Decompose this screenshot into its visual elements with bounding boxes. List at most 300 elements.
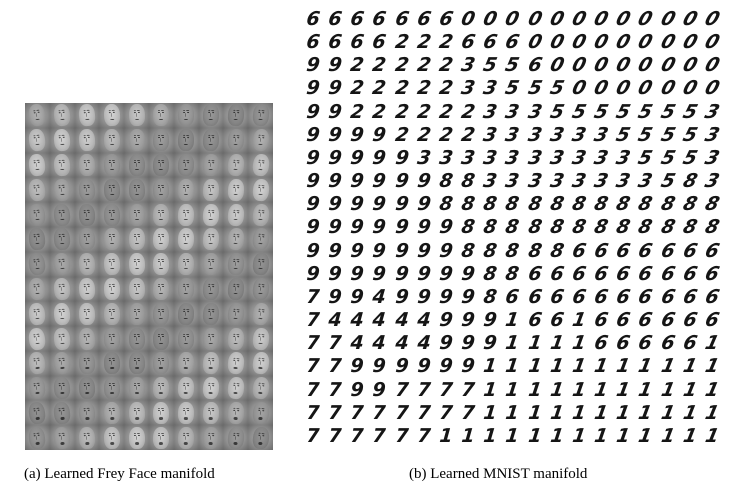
face-tile (223, 227, 248, 252)
mnist-digit: 8 (658, 193, 678, 216)
face-tile (124, 128, 149, 153)
mnist-digit: 6 (548, 309, 566, 332)
mnist-digit: 9 (327, 123, 344, 146)
mnist-digit: 5 (657, 100, 678, 123)
mnist-digit: 1 (504, 401, 521, 424)
mnist-digit: 5 (635, 123, 656, 146)
mnist-digit: 0 (657, 31, 678, 54)
mnist-digit: 5 (525, 77, 544, 100)
mnist-digit: 2 (437, 100, 455, 123)
face-tile (248, 153, 273, 178)
mnist-digit: 9 (327, 170, 344, 193)
face-tile (50, 301, 75, 326)
mnist-digit: 0 (635, 54, 656, 77)
mnist-digit: 1 (570, 424, 588, 447)
mnist-digit: 3 (525, 100, 544, 123)
mnist-digit: 9 (438, 332, 454, 355)
face-tile (174, 351, 199, 376)
mnist-digit: 2 (415, 77, 433, 100)
mnist-digit: 0 (591, 54, 611, 77)
face-tile (174, 177, 199, 202)
mnist-digit: 7 (416, 378, 432, 401)
mnist-digit: 1 (659, 424, 677, 447)
mnist-digit: 7 (416, 401, 432, 424)
mnist-digit: 0 (701, 77, 723, 100)
mnist-digit: 8 (570, 193, 589, 216)
face-tile (99, 252, 124, 277)
mnist-digit: 8 (702, 216, 722, 239)
mnist-digit: 1 (658, 355, 677, 378)
mnist-digit: 1 (636, 401, 655, 424)
face-tile (25, 177, 50, 202)
mnist-digit: 1 (636, 378, 655, 401)
mnist-digit: 1 (702, 332, 722, 355)
mnist-digit: 6 (503, 31, 522, 54)
mnist-digit: 1 (614, 355, 633, 378)
face-tile (99, 227, 124, 252)
mnist-digit: 2 (437, 77, 455, 100)
mnist-digit: 0 (547, 31, 567, 54)
mnist-digit: 5 (547, 77, 567, 100)
mnist-digit: 6 (592, 285, 610, 308)
mnist-digit: 0 (569, 54, 589, 77)
mnist-digit: 6 (680, 332, 699, 355)
mnist-digit: 2 (371, 100, 388, 123)
mnist-digit: 7 (372, 401, 387, 424)
mnist-digit: 9 (460, 332, 477, 355)
mnist-digit: 9 (393, 239, 410, 262)
mnist-digit: 9 (327, 77, 344, 100)
mnist-digit: 8 (614, 193, 633, 216)
mnist-digit: 3 (459, 147, 477, 170)
mnist-digit: 9 (327, 285, 343, 308)
mnist-digit: 8 (503, 193, 522, 216)
face-tile (199, 301, 224, 326)
mnist-digit: 7 (305, 285, 321, 308)
mnist-digit: 9 (482, 309, 499, 332)
mnist-digit: 3 (591, 123, 611, 146)
face-tile (149, 376, 174, 401)
face-tile (223, 103, 248, 128)
face-tile (223, 177, 248, 202)
face-tile (99, 376, 124, 401)
face-tile (174, 277, 199, 302)
face-tile (25, 277, 50, 302)
face-tile (25, 128, 50, 153)
mnist-digit: 3 (503, 100, 522, 123)
mnist-digit: 1 (681, 424, 699, 447)
face-tile (99, 153, 124, 178)
mnist-digit: 8 (592, 193, 611, 216)
caption-frey-face: (a) Learned Frey Face manifold (24, 466, 215, 482)
mnist-digit: 1 (614, 424, 632, 447)
mnist-digit: 9 (415, 239, 432, 262)
face-tile (223, 425, 248, 450)
mnist-digit: 0 (679, 31, 701, 54)
mnist-digit: 2 (415, 54, 433, 77)
mnist-digit: 7 (350, 424, 365, 447)
face-tile (248, 227, 273, 252)
face-tile (199, 376, 224, 401)
mnist-digit: 0 (525, 31, 545, 54)
mnist-digit: 6 (680, 309, 700, 332)
mnist-digit: 9 (371, 123, 388, 146)
mnist-digit: 0 (635, 77, 656, 100)
mnist-digit: 6 (702, 285, 722, 308)
mnist-digit: 1 (526, 355, 543, 378)
mnist-digit: 7 (305, 309, 321, 332)
mnist-digit: 1 (570, 309, 588, 332)
mnist-manifold-grid (302, 8, 723, 448)
mnist-digit: 3 (636, 170, 655, 193)
mnist-digit: 3 (503, 123, 522, 146)
mnist-digit: 9 (393, 170, 410, 193)
mnist-digit: 0 (657, 77, 678, 100)
mnist-digit: 9 (437, 216, 455, 239)
mnist-digit: 9 (327, 216, 343, 239)
mnist-digit: 5 (680, 123, 700, 146)
mnist-digit: 1 (504, 309, 521, 332)
mnist-digit: 5 (658, 123, 678, 146)
face-tile (149, 128, 174, 153)
mnist-digit: 9 (393, 216, 410, 239)
face-tile (75, 326, 100, 351)
mnist-digit: 3 (481, 100, 500, 123)
face-tile (174, 400, 199, 425)
face-tile (50, 153, 75, 178)
mnist-digit: 1 (592, 355, 610, 378)
face-tile (99, 202, 124, 227)
mnist-digit: 1 (548, 401, 565, 424)
mnist-digit: 6 (658, 285, 677, 308)
mnist-digit: 6 (614, 262, 633, 285)
mnist-digit: 3 (459, 77, 478, 100)
mnist-digit: 1 (438, 424, 454, 447)
mnist-digit: 0 (679, 77, 700, 100)
mnist-digit: 7 (394, 401, 410, 424)
face-tile (50, 351, 75, 376)
face-tile (248, 202, 273, 227)
mnist-digit: 3 (591, 147, 611, 170)
face-tile (50, 252, 75, 277)
mnist-digit: 7 (306, 424, 320, 447)
mnist-digit: 9 (327, 239, 343, 262)
mnist-digit: 0 (613, 31, 634, 54)
face-tile (199, 400, 224, 425)
mnist-digit: 4 (416, 332, 432, 355)
face-tile (223, 252, 248, 277)
mnist-digit: 1 (592, 401, 610, 424)
mnist-digit: 9 (305, 100, 321, 123)
mnist-digit: 8 (702, 193, 722, 216)
mnist-digit: 8 (482, 216, 499, 239)
mnist-digit: 9 (415, 193, 433, 216)
mnist-digit: 6 (481, 31, 500, 54)
face-tile (75, 351, 100, 376)
mnist-digit: 1 (592, 424, 610, 447)
mnist-digit: 6 (636, 309, 655, 332)
mnist-digit: 6 (636, 285, 655, 308)
mnist-digit: 9 (415, 216, 432, 239)
mnist-digit: 8 (526, 193, 544, 216)
mnist-digit: 6 (592, 262, 611, 285)
mnist-digit: 6 (680, 239, 700, 262)
face-tile (25, 252, 50, 277)
mnist-digit: 9 (371, 147, 388, 170)
mnist-digit: 6 (592, 309, 610, 332)
mnist-digit: 7 (416, 424, 432, 447)
mnist-digit: 6 (614, 285, 633, 308)
face-tile (149, 400, 174, 425)
mnist-digit: 3 (702, 123, 722, 146)
face-tile (75, 252, 100, 277)
face-tile (99, 103, 124, 128)
face-tile (99, 301, 124, 326)
mnist-digit: 8 (459, 170, 477, 193)
mnist-digit: 3 (702, 170, 722, 193)
mnist-digit: 8 (548, 239, 566, 262)
mnist-digit: 1 (702, 378, 722, 401)
face-tile (75, 227, 100, 252)
face-tile (75, 103, 100, 128)
face-tile (25, 425, 50, 450)
face-tile (124, 351, 149, 376)
face-tile (174, 376, 199, 401)
mnist-digit: 1 (681, 401, 699, 424)
mnist-digit: 0 (679, 8, 701, 31)
mnist-digit: 2 (415, 100, 433, 123)
mnist-digit: 9 (305, 54, 322, 77)
mnist-digit: 9 (327, 262, 343, 285)
face-tile (248, 326, 273, 351)
mnist-digit: 9 (460, 309, 477, 332)
mnist-digit: 9 (350, 378, 365, 401)
mnist-digit: 4 (416, 309, 432, 332)
mnist-digit: 0 (657, 8, 678, 31)
mnist-digit: 7 (328, 424, 343, 447)
mnist-digit: 0 (503, 8, 522, 31)
mnist-digit: 6 (526, 285, 544, 308)
mnist-digit: 2 (415, 31, 433, 54)
mnist-digit: 6 (415, 8, 433, 31)
mnist-digit: 9 (460, 355, 477, 378)
face-tile (174, 128, 199, 153)
mnist-digit: 1 (703, 424, 721, 447)
mnist-digit: 1 (703, 401, 721, 424)
mnist-digit: 3 (614, 170, 633, 193)
face-tile (248, 376, 273, 401)
mnist-digit: 1 (680, 355, 699, 378)
face-tile (223, 400, 248, 425)
mnist-digit: 6 (459, 31, 478, 54)
face-tile (50, 227, 75, 252)
face-tile (50, 202, 75, 227)
mnist-digit: 8 (482, 262, 499, 285)
mnist-digit: 9 (371, 239, 388, 262)
mnist-digit: 9 (349, 193, 366, 216)
mnist-digit: 7 (328, 355, 343, 378)
face-tile (99, 351, 124, 376)
face-tile (149, 153, 174, 178)
mnist-digit: 2 (437, 123, 455, 146)
mnist-digit: 8 (459, 216, 477, 239)
caption-mnist: (b) Learned MNIST manifold (409, 466, 588, 482)
mnist-digit: 2 (393, 123, 411, 146)
mnist-digit: 7 (306, 378, 321, 401)
mnist-digit: 9 (327, 54, 344, 77)
mnist-digit: 7 (460, 401, 476, 424)
face-tile (149, 227, 174, 252)
mnist-digit: 2 (393, 54, 411, 77)
mnist-digit: 9 (349, 216, 366, 239)
face-tile (124, 400, 149, 425)
face-tile (199, 326, 224, 351)
mnist-digit: 6 (702, 262, 722, 285)
mnist-digit: 0 (591, 8, 611, 31)
face-tile (199, 177, 224, 202)
mnist-digit: 9 (438, 355, 454, 378)
face-tile (223, 351, 248, 376)
mnist-digit: 3 (547, 170, 566, 193)
face-tile (50, 425, 75, 450)
mnist-digit: 6 (437, 8, 455, 31)
mnist-digit: 8 (658, 216, 678, 239)
mnist-digit: 6 (349, 8, 366, 31)
mnist-digit: 0 (701, 31, 723, 54)
face-tile (124, 326, 149, 351)
mnist-digit: 8 (526, 239, 544, 262)
mnist-digit: 9 (460, 262, 477, 285)
mnist-digit: 7 (328, 401, 343, 424)
face-tile (248, 177, 273, 202)
mnist-digit: 9 (438, 309, 454, 332)
mnist-digit: 1 (636, 424, 655, 447)
mnist-digit: 4 (372, 309, 388, 332)
mnist-digit: 1 (614, 378, 632, 401)
mnist-digit: 3 (415, 147, 433, 170)
face-tile (199, 103, 224, 128)
face-tile (199, 425, 224, 450)
mnist-digit: 8 (526, 216, 544, 239)
face-tile (50, 277, 75, 302)
face-tile (50, 400, 75, 425)
face-tile (248, 128, 273, 153)
face-tile (50, 177, 75, 202)
mnist-digit: 4 (372, 285, 388, 308)
face-tile (75, 376, 100, 401)
mnist-digit: 1 (548, 332, 566, 355)
mnist-digit: 1 (526, 332, 543, 355)
face-tile (223, 202, 248, 227)
mnist-digit: 9 (437, 239, 455, 262)
face-tile (149, 301, 174, 326)
mnist-digit: 5 (547, 100, 567, 123)
face-tile (149, 351, 174, 376)
mnist-digit: 3 (503, 170, 522, 193)
face-tile (50, 326, 75, 351)
mnist-digit: 6 (525, 54, 544, 77)
mnist-digit: 8 (592, 216, 611, 239)
face-tile (174, 301, 199, 326)
mnist-digit: 6 (371, 31, 389, 54)
mnist-digit: 7 (394, 378, 410, 401)
face-tile (124, 277, 149, 302)
face-tile (149, 326, 174, 351)
face-tile (75, 153, 100, 178)
mnist-digit: 0 (613, 77, 634, 100)
mnist-digit: 1 (504, 355, 521, 378)
mnist-digit: 0 (635, 31, 656, 54)
face-tile (174, 202, 199, 227)
mnist-digit: 5 (613, 123, 633, 146)
face-tile (50, 376, 75, 401)
mnist-digit: 3 (525, 123, 544, 146)
mnist-digit: 6 (636, 239, 655, 262)
mnist-digit: 1 (482, 378, 499, 401)
mnist-digit: 8 (459, 193, 477, 216)
mnist-digit: 5 (658, 170, 678, 193)
mnist-digit: 9 (371, 170, 388, 193)
mnist-digit: 5 (680, 147, 700, 170)
face-tile (174, 425, 199, 450)
mnist-digit: 0 (613, 54, 634, 77)
mnist-digit: 5 (481, 54, 500, 77)
mnist-digit: 6 (614, 332, 633, 355)
mnist-digit: 4 (394, 309, 410, 332)
mnist-digit: 1 (570, 378, 588, 401)
mnist-digit: 6 (614, 239, 633, 262)
face-tile (25, 153, 50, 178)
face-tile (50, 128, 75, 153)
mnist-digit: 0 (635, 8, 656, 31)
mnist-digit: 2 (459, 123, 477, 146)
mnist-digit: 6 (570, 239, 588, 262)
mnist-digit: 6 (658, 309, 677, 332)
mnist-digit: 6 (636, 332, 655, 355)
mnist-digit: 8 (482, 285, 499, 308)
mnist-digit: 9 (416, 285, 432, 308)
mnist-digit: 0 (591, 77, 611, 100)
mnist-digit: 8 (481, 193, 499, 216)
mnist-digit: 5 (503, 54, 522, 77)
mnist-digit: 9 (305, 262, 321, 285)
mnist-digit: 2 (349, 54, 366, 77)
mnist-digit: 3 (569, 123, 589, 146)
mnist-digit: 0 (701, 8, 723, 31)
mnist-digit: 9 (349, 123, 366, 146)
mnist-digit: 6 (526, 309, 544, 332)
mnist-digit: 9 (349, 147, 366, 170)
mnist-digit: 3 (702, 100, 723, 123)
mnist-digit: 7 (394, 424, 409, 447)
mnist-digit: 6 (680, 285, 700, 308)
mnist-digit: 8 (614, 216, 633, 239)
face-tile (223, 153, 248, 178)
mnist-digit: 3 (437, 147, 455, 170)
mnist-digit: 3 (614, 147, 633, 170)
mnist-digit: 9 (305, 193, 321, 216)
face-tile (149, 277, 174, 302)
mnist-digit: 0 (547, 54, 567, 77)
face-tile (199, 277, 224, 302)
mnist-digit: 0 (591, 31, 611, 54)
mnist-digit: 2 (415, 123, 433, 146)
face-tile (248, 252, 273, 277)
mnist-digit: 6 (658, 239, 677, 262)
face-tile (124, 202, 149, 227)
mnist-digit: 3 (702, 147, 722, 170)
mnist-digit: 3 (547, 123, 566, 146)
